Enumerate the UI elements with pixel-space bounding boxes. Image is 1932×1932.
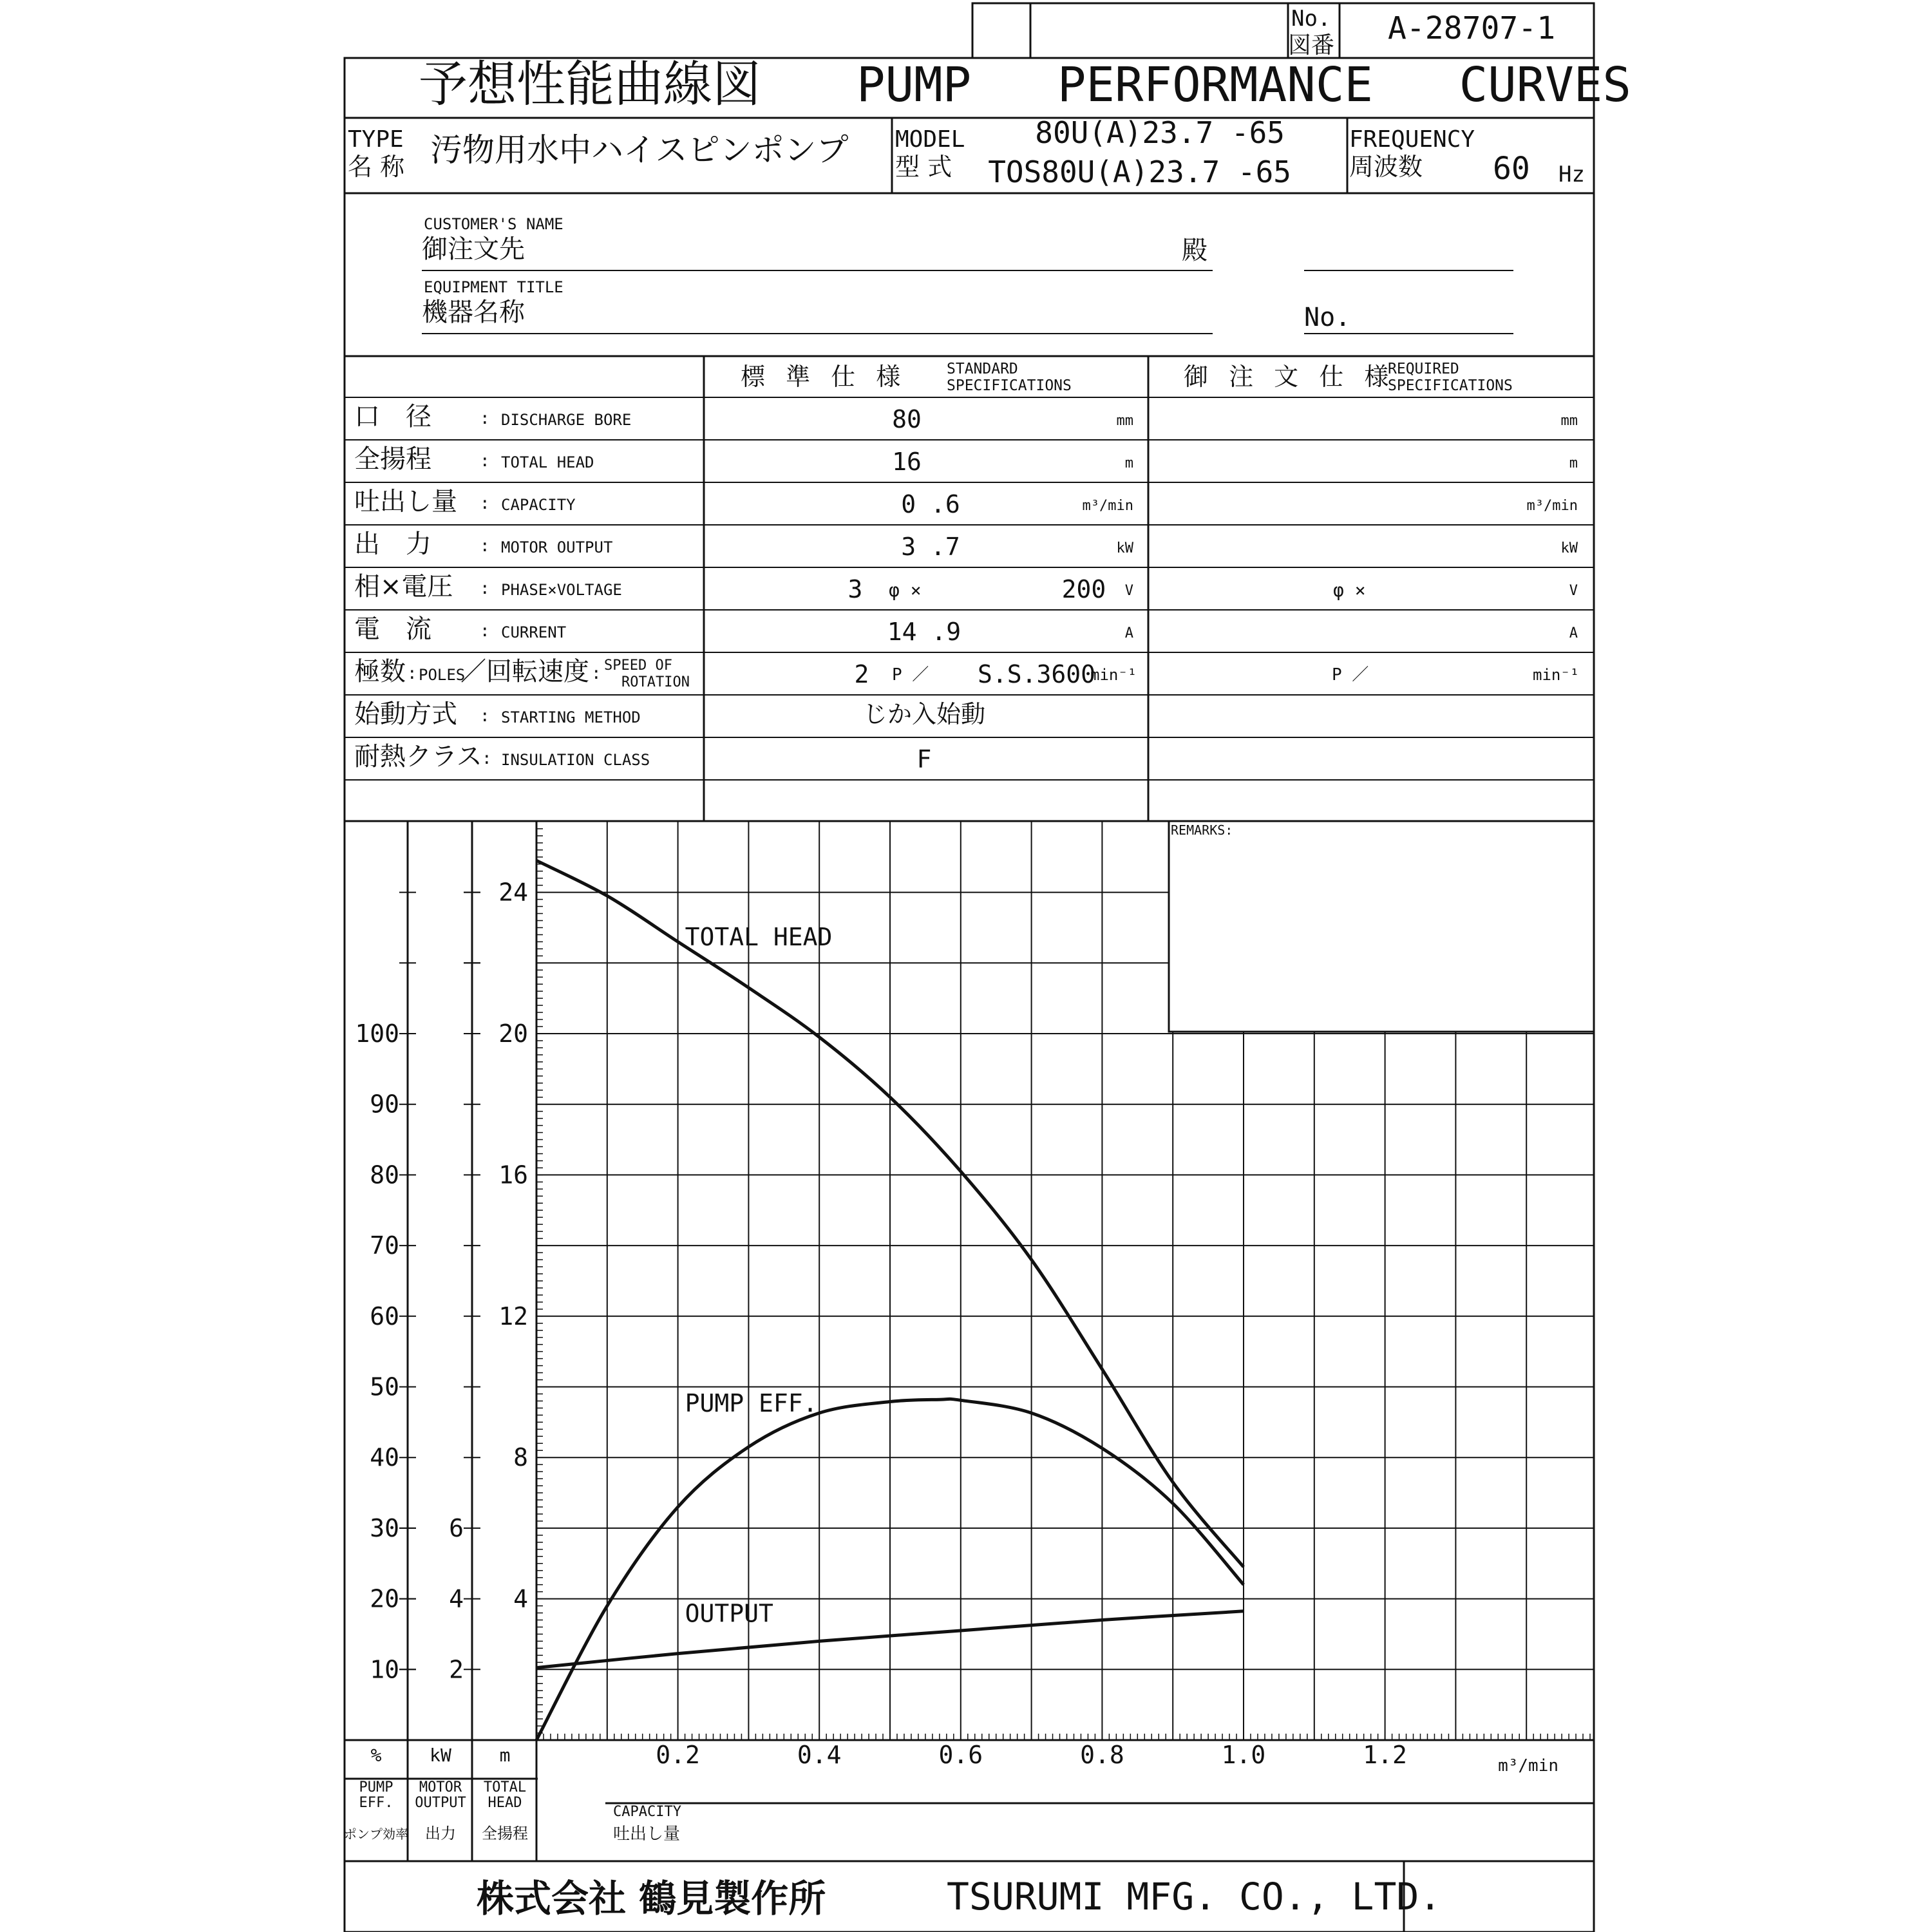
required-spec-jp: 御 注 文 仕 様 xyxy=(1184,363,1396,391)
head-label-jp: 全揚程 xyxy=(482,1824,528,1842)
poles-label-jp: 極数 xyxy=(354,657,406,687)
speed-label-en-1: SPEED OF xyxy=(604,658,672,674)
model-value-1: 80U(A)23.7 -65 xyxy=(1035,115,1285,150)
total-head-value: 16 xyxy=(892,448,922,476)
insulation-label: 耐熱クラス xyxy=(354,742,482,772)
starting-label-en: STARTING METHOD xyxy=(501,708,641,726)
eff-tick-label: 50 xyxy=(370,1372,399,1401)
motor-output-unit: kW xyxy=(1116,540,1133,556)
capacity-unit: m³/min xyxy=(1082,498,1133,514)
eff-label-jp: ポンプ効率 xyxy=(344,1826,408,1842)
series-label: PUMP EFF. xyxy=(685,1388,818,1417)
frequency-value: 60 xyxy=(1493,151,1530,187)
phase-voltage-label: 相×電圧 xyxy=(354,572,453,601)
starting-value: じか入始動 xyxy=(862,700,986,728)
equipment-no-label: No. xyxy=(1304,303,1351,332)
head-tick-label: 12 xyxy=(498,1302,528,1331)
standard-spec-en-2: SPECIFICATIONS xyxy=(947,377,1072,394)
colon: : xyxy=(480,579,490,598)
capacity-axis-unit: m³/min xyxy=(1498,1756,1558,1776)
colon: : xyxy=(482,749,492,768)
phi-symbol: φ × xyxy=(889,580,922,601)
output-unit: kW xyxy=(430,1745,451,1766)
eff-tick-label: 80 xyxy=(370,1160,399,1189)
standard-spec-en-1: STANDARD xyxy=(947,361,1018,377)
drawing-no-label-en: No. xyxy=(1291,6,1331,32)
phase-voltage-label-en: PHASE×VOLTAGE xyxy=(501,581,622,599)
voltage-value: 200 xyxy=(1061,575,1106,603)
discharge-bore-label-en: DISCHARGE BORE xyxy=(501,411,632,429)
phi-symbol-req: φ × xyxy=(1333,580,1366,601)
eff-unit: % xyxy=(370,1745,382,1766)
drawing-number: A-28707-1 xyxy=(1388,10,1556,46)
total-head-label: 全揚程 xyxy=(354,444,431,474)
discharge-bore-value: 80 xyxy=(892,405,922,433)
voltage-unit: V xyxy=(1124,583,1133,599)
company-name-en: TSURUMI MFG. CO., LTD. xyxy=(947,1875,1442,1918)
head-tick-label: 20 xyxy=(498,1019,528,1048)
equipment-label-jp: 機器名称 xyxy=(422,298,525,327)
head-tick-label: 8 xyxy=(513,1443,528,1472)
eff-tick-label: 90 xyxy=(370,1090,399,1119)
model-label-jp: 型 式 xyxy=(895,153,952,181)
series-label: TOTAL HEAD xyxy=(685,922,833,951)
speed-label-jp: 回転速度 xyxy=(486,657,589,687)
eff-tick-label: 20 xyxy=(370,1584,399,1613)
motor-output-label-en: MOTOR OUTPUT xyxy=(501,538,613,556)
eff-label-en-2: EFF. xyxy=(359,1795,393,1811)
head-tick-label: 4 xyxy=(513,1584,528,1613)
speed-unit-req: min⁻¹ xyxy=(1533,666,1580,684)
eff-label-en-1: PUMP xyxy=(359,1779,393,1795)
poles-label-en: POLES xyxy=(419,666,466,684)
output-tick-label: 2 xyxy=(449,1655,464,1684)
page-title-jp: 予想性能曲線図 xyxy=(419,55,761,113)
poles-slash: ／ xyxy=(460,657,486,687)
standard-spec-jp: 標 準 仕 様 xyxy=(741,363,907,391)
eff-tick-label: 30 xyxy=(370,1513,399,1542)
type-value: 汚物用水中ハイスピンポンプ xyxy=(430,131,849,169)
capacity-tick-label: 1.2 xyxy=(1363,1741,1407,1769)
output-label-jp: 出力 xyxy=(425,1824,456,1842)
frequency-label-en: FREQUENCY xyxy=(1349,126,1475,153)
speed-unit: min⁻¹ xyxy=(1090,666,1137,684)
capacity-tick-label: 0.6 xyxy=(938,1741,983,1769)
head-unit: m xyxy=(499,1745,511,1766)
motor-output-value: 3 .7 xyxy=(901,533,960,561)
page-title-en: PUMP PERFORMANCE CURVES xyxy=(857,57,1631,113)
eff-tick-label: 70 xyxy=(370,1231,399,1260)
current-label-en: CURRENT xyxy=(501,623,567,641)
head-label-en-1: TOTAL xyxy=(483,1779,527,1795)
colon: : xyxy=(480,621,490,641)
colon: : xyxy=(480,451,490,471)
capacity-axis-label-jp: 吐出し量 xyxy=(613,1824,681,1844)
poles-value: 2 xyxy=(854,660,869,688)
speed-value: S.S.3600 xyxy=(978,660,1096,688)
eff-tick-label: 100 xyxy=(355,1019,399,1048)
current-value: 14 .9 xyxy=(887,618,961,646)
output-label-en-2: OUTPUT xyxy=(415,1795,466,1811)
eff-tick-label: 60 xyxy=(370,1302,399,1331)
model-label-en: MODEL xyxy=(895,126,965,153)
starting-label: 始動方式 xyxy=(354,699,457,729)
output-tick-label: 4 xyxy=(449,1584,464,1613)
current-unit: A xyxy=(1124,625,1133,641)
capacity-tick-label: 0.8 xyxy=(1080,1741,1124,1769)
output-label-en-1: MOTOR xyxy=(419,1779,462,1795)
current-unit-req: A xyxy=(1569,625,1578,641)
total-head-label-en: TOTAL HEAD xyxy=(501,453,594,471)
eff-tick-label: 40 xyxy=(370,1443,399,1472)
capacity-axis-label-en: CAPACITY xyxy=(613,1804,681,1820)
colon: : xyxy=(480,494,490,513)
poles-p: P ／ xyxy=(892,665,929,685)
voltage-unit-req: V xyxy=(1569,583,1578,599)
total-head-unit-req: m xyxy=(1569,455,1578,471)
equipment-label-en: EQUIPMENT TITLE xyxy=(424,278,564,296)
remarks-box xyxy=(1169,821,1594,1032)
capacity-unit-req: m³/min xyxy=(1526,498,1578,514)
required-spec-en-1: REQUIRED xyxy=(1388,361,1459,377)
customer-honorific: 殿 xyxy=(1182,236,1208,265)
company-name-jp: 株式会社 鶴見製作所 xyxy=(477,1877,826,1920)
insulation-label-en: INSULATION CLASS xyxy=(501,751,650,769)
frequency-unit: Hz xyxy=(1558,162,1585,187)
capacity-label: 吐出し量 xyxy=(354,487,457,516)
discharge-bore-unit: mm xyxy=(1116,413,1133,429)
colon: : xyxy=(480,536,490,556)
phase-value: 3 xyxy=(848,575,863,603)
capacity-label-en: CAPACITY xyxy=(501,496,576,514)
capacity-tick-label: 0.4 xyxy=(797,1741,842,1769)
insulation-value: F xyxy=(916,745,932,773)
colon: : xyxy=(480,409,490,428)
capacity-tick-label: 1.0 xyxy=(1221,1741,1266,1769)
customer-label-jp: 御注文先 xyxy=(422,234,525,264)
drawing-no-label-jp: 図番 xyxy=(1288,32,1335,59)
motor-output-label: 出 力 xyxy=(354,529,431,559)
required-spec-en-2: SPECIFICATIONS xyxy=(1388,377,1513,394)
output-tick-label: 6 xyxy=(449,1513,464,1542)
frequency-label-jp: 周波数 xyxy=(1349,153,1423,181)
capacity-tick-label: 0.2 xyxy=(656,1741,700,1769)
type-label-en: TYPE xyxy=(348,126,404,153)
model-value-2: TOS80U(A)23.7 -65 xyxy=(988,155,1291,189)
current-label: 電 流 xyxy=(354,614,431,644)
poles-p-req: P ／ xyxy=(1332,665,1369,685)
colon: : xyxy=(407,664,417,683)
colon: : xyxy=(480,706,490,726)
type-label-jp: 名 称 xyxy=(348,153,405,181)
capacity-value: 0 .6 xyxy=(901,490,960,518)
head-label-en-2: HEAD xyxy=(488,1795,522,1811)
remarks-label: REMARKS: xyxy=(1171,822,1233,838)
speed-label-en-2: ROTATION xyxy=(621,674,690,690)
discharge-bore-unit-req: mm xyxy=(1560,413,1578,429)
head-tick-label: 16 xyxy=(498,1160,528,1189)
head-tick-label: 24 xyxy=(498,878,528,907)
motor-output-unit-req: kW xyxy=(1560,540,1578,556)
discharge-bore-label: 口 径 xyxy=(354,402,431,431)
eff-tick-label: 10 xyxy=(370,1655,399,1684)
colon: : xyxy=(591,664,601,683)
series-label: OUTPUT xyxy=(685,1599,773,1628)
total-head-unit: m xyxy=(1124,455,1133,471)
customer-label-en: CUSTOMER'S NAME xyxy=(424,215,564,233)
